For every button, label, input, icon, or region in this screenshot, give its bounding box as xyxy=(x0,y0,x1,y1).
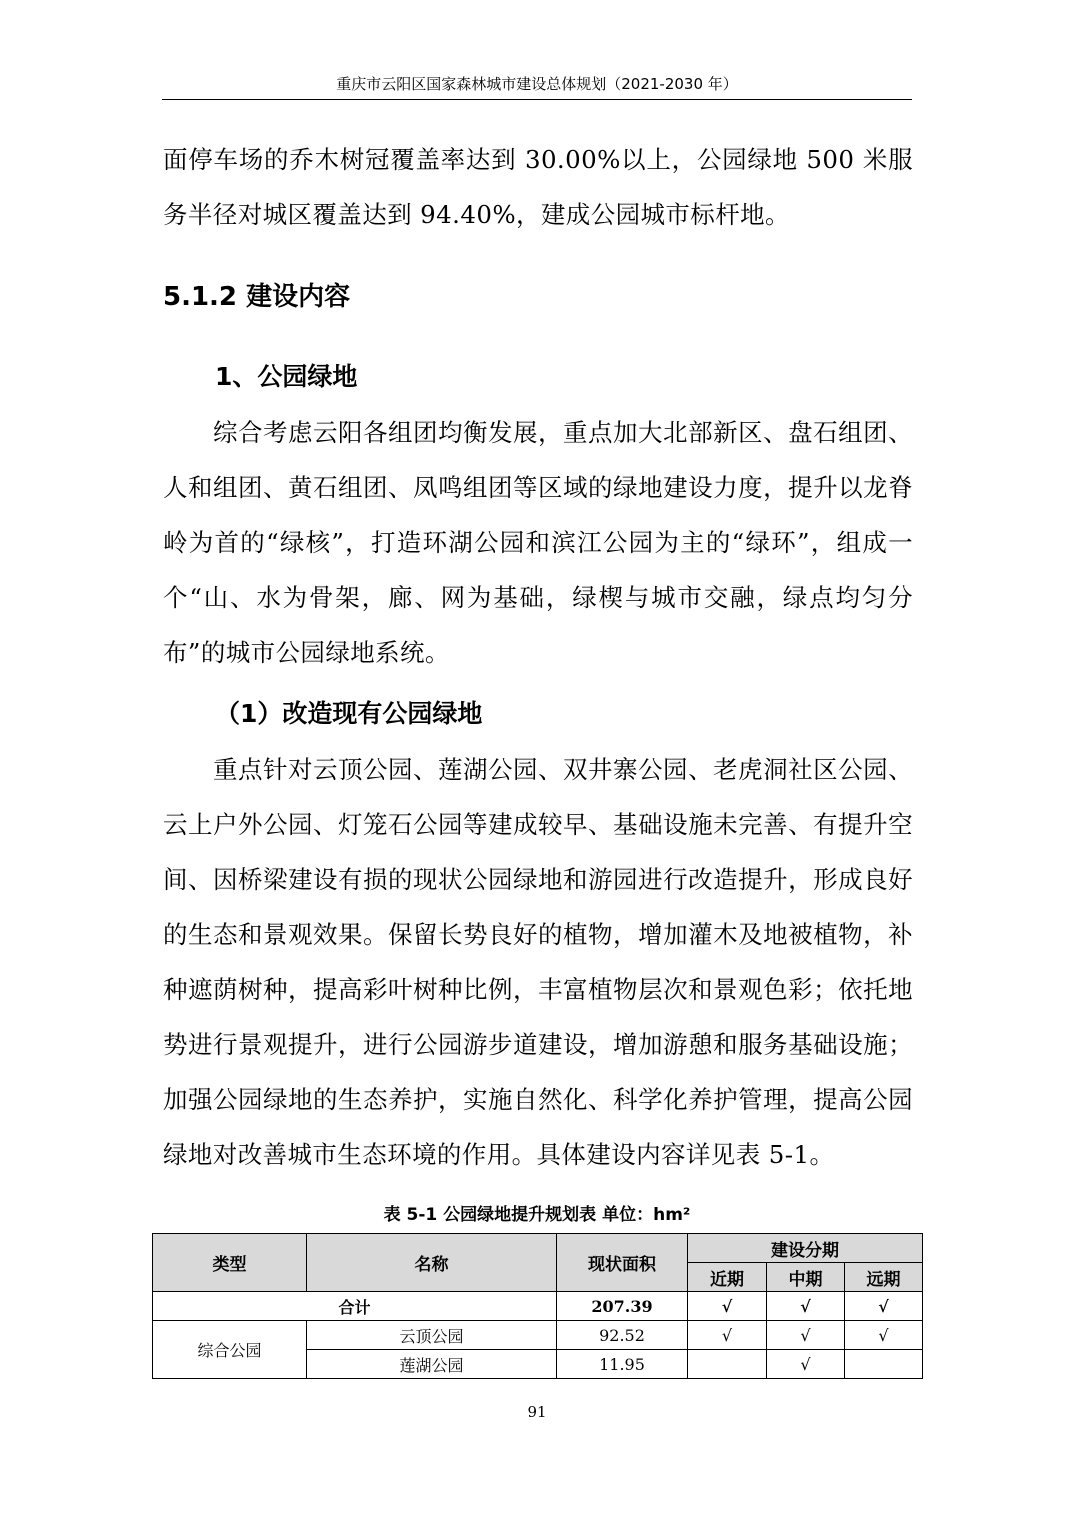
total-mid: √ xyxy=(767,1292,845,1321)
header-type: 类型 xyxy=(153,1234,307,1292)
row-area: 92.52 xyxy=(557,1321,688,1350)
header-phase: 建设分期 xyxy=(688,1234,923,1263)
row-name: 云顶公园 xyxy=(307,1321,557,1350)
total-area: 207.39 xyxy=(557,1292,688,1321)
row-area: 11.95 xyxy=(557,1350,688,1379)
total-label: 合计 xyxy=(153,1292,557,1321)
subsection-paragraph: 综合考虑云阳各组团均衡发展，重点加大北部新区、盘石组团、人和组团、黄石组团、凤鸣组团等区域的绿地建设力度，提升以龙脊岭为首的“绿核”，打造环湖公园和滨江公园为主的“绿环”，组成一个“山、水为骨架，廊、网为基础，绿楔与城市交融，绿点均匀分布”的城市公园绿地系统。 xyxy=(163,418,913,667)
row-near: √ xyxy=(688,1321,767,1350)
total-far: √ xyxy=(845,1292,923,1321)
table-row xyxy=(153,1321,923,1350)
running-header: 重庆市云阳区国家森林城市建设总体规划（2021-2030 年） xyxy=(336,75,738,93)
total-near: √ xyxy=(688,1292,767,1321)
table-caption: 表 5-1 公园绿地提升规划表 单位：hm² xyxy=(383,1205,691,1225)
header-near: 近期 xyxy=(688,1263,767,1292)
item-paragraph: 重点针对云顶公园、莲湖公园、双井寨公园、老虎洞社区公园、云上户外公园、灯笼石公园等建成较早、基础设施未完善、有提升空间、因桥梁建设有损的现状公园绿地和游园进行改造提升，形成良好的生态和景观效果。保留长势良好的植物，增加灌木及地被植物，补种遮荫树种，提高彩叶树种比例，丰富植物层次和景观色彩；依托地势进行景观提升，进行公园游步道建设，增加游憩和服务基础设施；加强公园绿地的生态养护，实施自然化、科学化养护管理，提高公园绿地对改善城市生态环境的作用。具体建设内容详见表 5-1。 xyxy=(163,755,913,1169)
header-far: 远期 xyxy=(845,1263,923,1292)
item-heading: （1）改造现有公园绿地 xyxy=(215,699,483,728)
row-mid: √ xyxy=(767,1321,845,1350)
row-far xyxy=(845,1350,923,1379)
intro-paragraph: 面停车场的乔木树冠覆盖率达到 30.00%以上，公园绿地 500 米服务半径对城区覆盖达到 94.40%，建成公园城市标杆地。 xyxy=(163,145,913,229)
header-area: 现状面积 xyxy=(557,1234,688,1292)
row-name: 莲湖公园 xyxy=(307,1350,557,1379)
park-upgrade-table xyxy=(152,1233,923,1379)
total-row xyxy=(153,1292,923,1321)
header-mid: 中期 xyxy=(767,1263,845,1292)
header-rule xyxy=(162,99,912,100)
row-far: √ xyxy=(845,1321,923,1350)
subsection-heading: 1、公园绿地 xyxy=(215,362,358,391)
header-name: 名称 xyxy=(307,1234,557,1292)
row-mid: √ xyxy=(767,1350,845,1379)
row-near xyxy=(688,1350,767,1379)
page-number: 91 xyxy=(527,1403,547,1421)
section-heading: 5.1.2 建设内容 xyxy=(163,282,351,312)
group-type: 综合公园 xyxy=(153,1321,307,1379)
